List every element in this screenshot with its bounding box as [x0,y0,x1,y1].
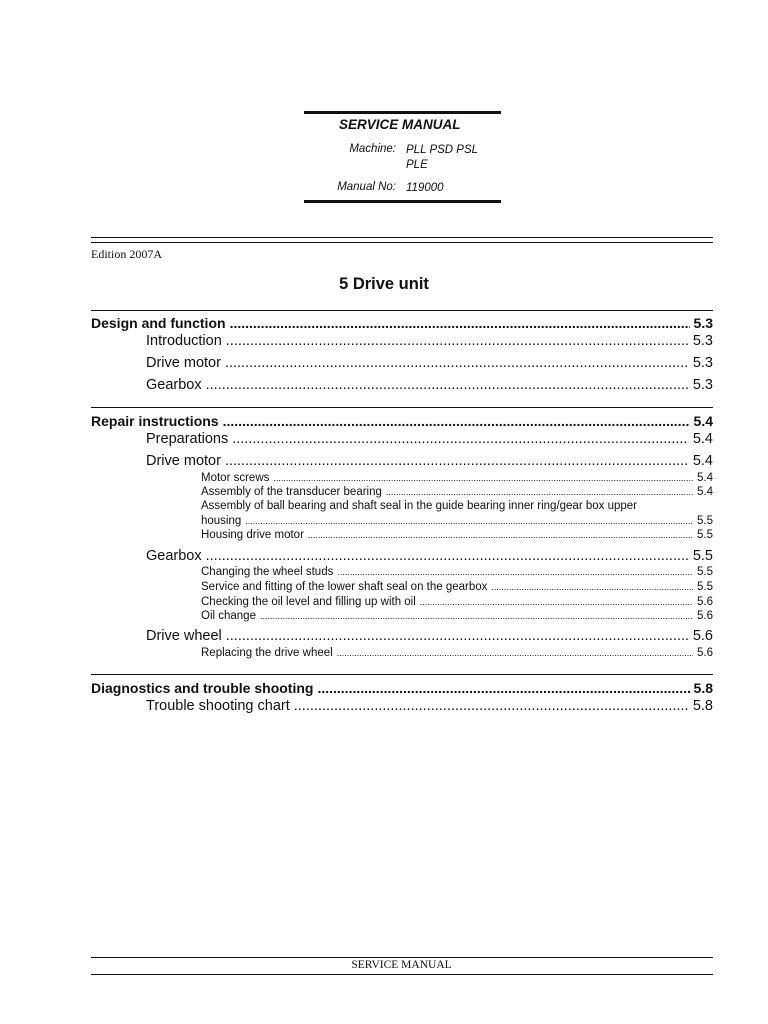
toc-entry-page: 5.3 [692,377,713,393]
toc-entry-ball-bearing-line1: Assembly of ball bearing and shaft seal in the guide bearing inner ring/gear box upper [201,500,638,512]
toc-entry-title: Diagnostics and trouble shooting [91,680,314,696]
toc-entry-page: 5.3 [692,355,713,371]
toc-entry-title: Replacing the drive wheel [201,647,333,659]
toc-entry-title: Drive wheel [146,628,222,644]
toc-entry-page: 5.3 [693,315,713,331]
machine-label: Machine: [349,143,396,155]
toc-entry-page: 5.6 [697,647,713,659]
header-bottom-rule [304,200,501,203]
toc-entry-replacing-drive-wheel[interactable] [201,647,713,659]
toc-entry-page: 5.6 [697,596,713,608]
toc-entry-wheel-studs[interactable] [201,566,713,578]
toc-entry-page: 5.5 [697,529,713,541]
toc-entry-drive-wheel[interactable] [146,628,713,644]
manual-no-value: 119000 [406,182,444,194]
manual-no-label: Manual No: [337,181,396,193]
toc-entry-title: Housing drive motor [201,529,304,541]
toc-entry-page: 5.4 [692,453,713,469]
toc-entry-title: Gearbox [146,548,202,564]
toc-entry-gearbox[interactable] [146,548,713,564]
divider [91,674,713,675]
toc-entry-gearbox[interactable] [146,377,713,393]
toc-entry-page: 5.4 [697,486,713,498]
toc-entry-oil-level[interactable] [201,596,713,608]
toc-entry-trouble-shooting-chart[interactable] [146,698,713,714]
edition: Edition 2007A [91,247,162,261]
toc-entry-page: 5.4 [692,431,713,447]
chapter-title: 5 Drive unit [339,275,429,293]
toc-entry-title: Repair instructions [91,413,219,429]
divider [91,242,713,243]
toc-entry-title: Preparations [146,431,229,447]
header-top-rule [304,111,501,114]
toc-entry-introduction[interactable] [146,333,713,349]
footer-text: SERVICE MANUAL [351,959,452,971]
toc-entry-housing-drive-motor[interactable] [201,529,713,541]
toc-entry-ball-bearing[interactable] [201,515,713,527]
footer-rule [91,957,713,958]
toc-entry-title: Trouble shooting chart [146,698,290,714]
toc-entry-page: 5.4 [693,413,713,429]
toc-entry-drive-motor[interactable] [146,453,713,469]
toc-entry-title: Drive motor [146,355,221,371]
toc-entry-page: 5.5 [692,548,713,564]
header-title: SERVICE MANUAL [339,117,461,132]
toc-entry-title: Changing the wheel studs [201,566,334,578]
toc-entry-title: housing [201,515,242,527]
footer-rule [91,974,713,975]
toc-entry-page: 5.6 [697,610,713,622]
toc-entry-title: Assembly of the transducer bearing [201,486,382,498]
toc-entry-page: 5.4 [697,472,713,484]
toc-entry-motor-screws[interactable] [201,472,713,484]
toc-entry-preparations[interactable] [146,431,713,447]
toc-entry-page: 5.6 [692,628,713,644]
toc-entry-title: Checking the oil level and filling up with oil [201,596,416,608]
toc-entry-page: 5.3 [692,333,713,349]
toc-entry-title: Drive motor [146,453,221,469]
toc-entry-title: Service and fitting of the lower shaft seal on the gearbox [201,581,488,593]
toc-entry-page: 5.5 [697,566,713,578]
toc-entry-title: Motor screws [201,472,270,484]
toc-entry-transducer-bearing[interactable] [201,486,713,498]
toc-entry-drive-motor[interactable] [146,355,713,371]
divider [91,237,713,238]
toc-entry-title: Oil change [201,610,256,622]
toc-entry-oil-change[interactable] [201,610,713,622]
machine-value: PLL PSD PSL PLE [406,144,478,171]
toc-entry-page: 5.8 [692,698,713,714]
toc-entry-shaft-seal[interactable] [201,581,713,593]
toc-entry-page: 5.5 [697,581,713,593]
toc-entry-title: Design and function [91,315,226,331]
toc-entry-title: Gearbox [146,377,202,393]
toc-entry-repair-instructions[interactable] [91,413,713,429]
toc-entry-title: Introduction [146,333,222,349]
toc-entry-page: 5.8 [693,680,713,696]
header-block [304,111,501,205]
divider [91,407,713,408]
toc-entry-diagnostics[interactable] [91,680,713,696]
toc-entry-design-and-function[interactable] [91,315,713,331]
divider [91,310,713,311]
toc-entry-page: 5.5 [697,515,713,527]
